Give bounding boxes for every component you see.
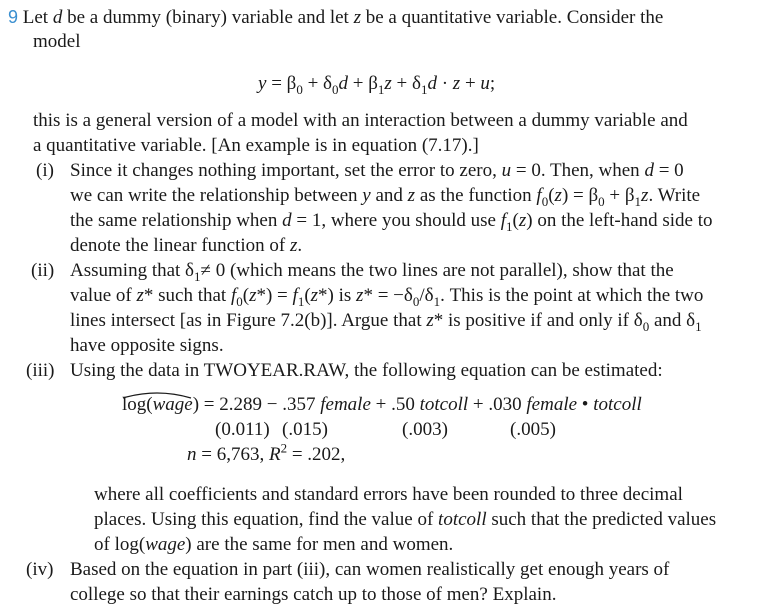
part-iii-after-line-2: places. Using this equation, find the value of totcoll such that the predicted values [94, 509, 717, 530]
part-ii-line-1: Assuming that $\delta_1\ne 0$ (which means the two lines are not parallel), show that the [70, 260, 674, 284]
part-iv-line-2: college so that their earnings catch up to those of men? Explain. [70, 584, 557, 605]
part-iii-line-1: Using the data in TWOYEAR.RAW, the following equation can be estimated: [70, 360, 663, 381]
estimated-equation: log(wage) = 2.289 − .357 female + .50 totcoll + .030 female • totcoll [122, 394, 642, 415]
standard-error-3: (.003) [402, 419, 448, 440]
part-iii-after-line-3: of log(wage) are the same for men and women. [94, 534, 454, 555]
problem-intro-line-2: model [33, 31, 81, 52]
part-ii-line-4: have opposite signs. [70, 335, 224, 356]
part-i-line-4: denote the linear function of z. [70, 235, 303, 256]
regression-stats: n = 6,763, $R^2 = .202$, [187, 440, 346, 465]
part-iv-line-1: Based on the equation in part (iii), can women realistically get enough years of [70, 559, 670, 580]
standard-error-4: (.005) [510, 419, 556, 440]
part-i-label: (i) [36, 160, 54, 181]
part-i-line-3: the same relationship when d = 1, where you should use $f_1(z)$ on the left-hand side to [70, 210, 713, 234]
part-ii-line-2: value of z* such that $f_0(z*) = f_1(z*)$ is $z* = -\delta_0/\delta_1$. This is the point at which the two [70, 285, 704, 309]
part-iv-label: (iv) [26, 559, 54, 580]
part-ii-label: (ii) [31, 260, 55, 281]
part-iii-after-line-1: where all coefficients and standard errors have been rounded to three decimal [94, 484, 683, 505]
standard-error-1: (0.011) [215, 419, 270, 440]
standard-error-2: (.015) [282, 419, 328, 440]
problem-number: 9 [8, 7, 19, 27]
part-i-line-1: Since it changes nothing important, set the error to zero, u = 0. Then, when d = 0 [70, 160, 684, 181]
problem-after-line-2: a quantitative variable. [An example is in equation (7.17).] [33, 135, 479, 156]
part-iii-label: (iii) [26, 360, 55, 381]
problem-intro-line-1: 9 Let d be a dummy (binary) variable and let z be a quantitative variable. Consider the [8, 7, 664, 28]
part-i-line-2: we can write the relationship between y and z as the function $f_0(z) = \beta_0 + \beta_1z$. Write [70, 185, 701, 209]
model-equation: $y = \beta_0 + \delta_0d + \beta_1z + \delta_1d \cdot z + u$; [258, 73, 496, 97]
part-ii-line-3: lines intersect [as in Figure 7.2(b)]. Argue that z* is positive if and only if $\delta_0$ and $\delta_1$ [70, 310, 702, 334]
problem-after-line-1: this is a general version of a model with an interaction between a dummy variable and [33, 110, 688, 131]
